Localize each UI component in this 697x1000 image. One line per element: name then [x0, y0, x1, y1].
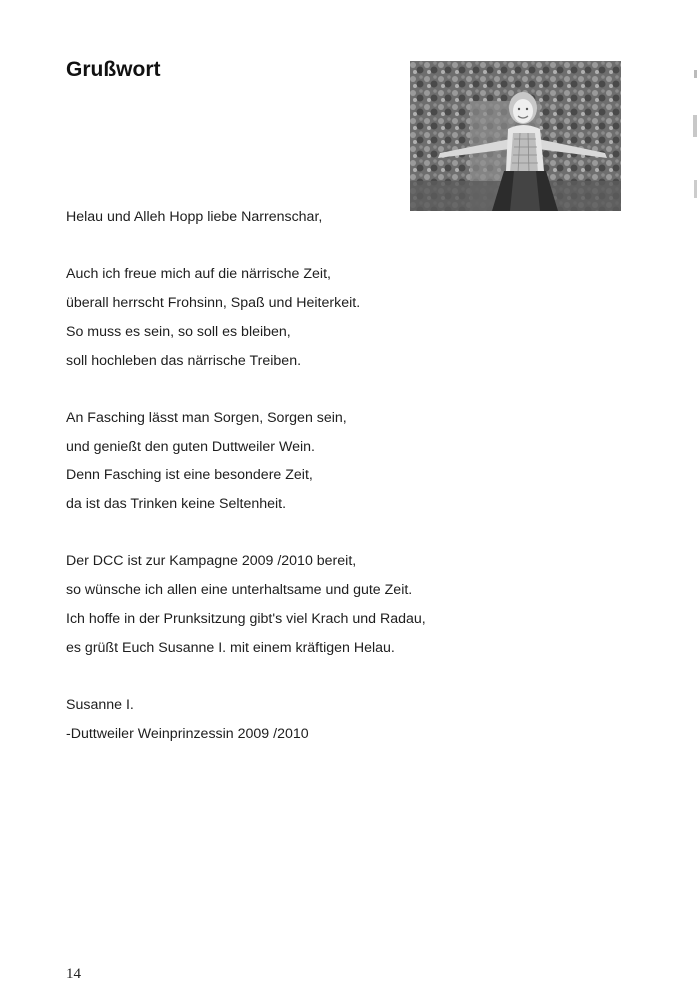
verse-line: und genießt den guten Duttweiler Wein. — [66, 438, 315, 455]
verse-line: da ist das Trinken keine Seltenheit. — [66, 496, 287, 512]
verse-line: Der DCC ist zur Kampagne 2009 /2010 bereit, — [66, 553, 357, 570]
verse-line: Denn Fasching ist eine besondere Zeit, — [66, 467, 313, 484]
verse-line: So muss es sein, so soll es bleiben, — [66, 323, 291, 340]
verse-line: so wünsche ich allen eine unterhaltsame und gute Zeit. — [66, 582, 413, 599]
letter-body — [66, 203, 626, 748]
page-title: Grußwort — [66, 58, 161, 81]
portrait-photo — [410, 61, 621, 211]
scan-edge-mark — [691, 60, 697, 220]
verse-line: Ich hoffe in der Prunksitzung gibt's viel Krach und Radau, — [66, 610, 426, 627]
verse-line: soll hochleben das närrische Treiben. — [66, 352, 302, 369]
verse-line: An Fasching lässt man Sorgen, Sorgen sein, — [66, 409, 347, 426]
verse-line: überall herrscht Frohsinn, Spaß und Heiterkeit. — [66, 295, 361, 312]
signature-role: -Duttweiler Weinprinzessin 2009 /2010 — [66, 725, 309, 742]
stanza — [66, 260, 626, 375]
stanza — [66, 547, 626, 662]
page-number: 14 — [66, 966, 81, 982]
signature-name: Susanne I. — [66, 696, 134, 713]
stanza — [66, 404, 626, 519]
greeting-line: Helau und Alleh Hopp liebe Narrenschar, — [66, 209, 323, 225]
verse-line: Auch ich freue mich auf die närrische Zeit, — [66, 266, 331, 283]
verse-line: es grüßt Euch Susanne I. mit einem kräftigen Helau. — [66, 639, 395, 656]
